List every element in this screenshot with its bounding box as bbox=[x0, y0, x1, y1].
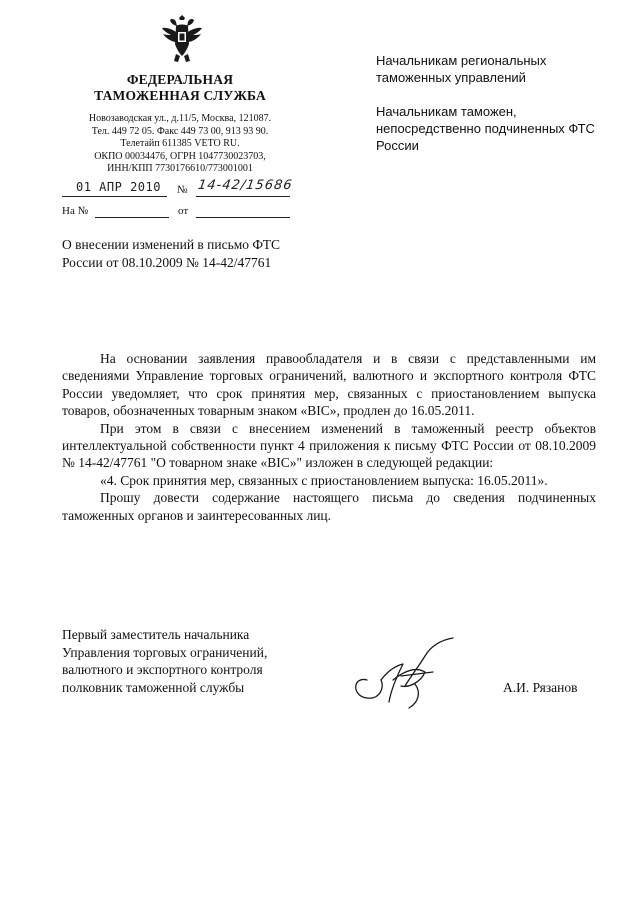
org-codes-okpo: ОКПО 00034476, ОГРН 1047730023703, bbox=[94, 150, 266, 162]
registration-number: 14-42/15686 bbox=[196, 178, 294, 193]
org-teletype: Телетайп 611385 VETO RU. bbox=[120, 138, 240, 150]
organization-details bbox=[60, 113, 300, 176]
reference-number-line bbox=[95, 217, 169, 218]
number-underline bbox=[196, 196, 290, 197]
signatory-title-line2: Управления торговых ограничений, bbox=[62, 644, 268, 660]
signatory-title-line4: полковник таможенной службы bbox=[62, 679, 245, 695]
signatory-title-line3: валютного и экспортного контроля bbox=[62, 662, 263, 677]
reference-row bbox=[62, 205, 302, 225]
registration-number-label: № bbox=[177, 184, 188, 196]
registration-row bbox=[62, 180, 302, 202]
signatory-title-line1: Первый заместитель начальника bbox=[62, 627, 250, 642]
recipient-regional-administrations: Начальникам региональных таможенных управлений bbox=[376, 53, 547, 85]
recipient-customs-heads: Начальникам таможен, непосредственно подчиненных ФТС России bbox=[376, 104, 595, 153]
letter-body bbox=[62, 350, 596, 524]
body-paragraph-2: При этом в связи с внесением изменений в таможенный реестр объектов интеллектуальной собственности пункт 4 приложения к письму ФТС России от 08.10.2009 № 14-42/47761 "О товарном знаке «BIC»" изложен в следующей редакции: bbox=[62, 420, 596, 471]
reference-date-label: от bbox=[178, 205, 189, 217]
org-name-line2: ТАМОЖЕННАЯ СЛУЖБА bbox=[94, 88, 266, 103]
org-address: Новозаводская ул., д.11/5, Москва, 121087. bbox=[88, 113, 272, 124]
signatory-name: А.И. Рязанов bbox=[503, 680, 578, 695]
body-paragraph-4: Прошу довести содержание настоящего письма до сведения подчиненных таможенных органов и заинтересованных лиц. bbox=[62, 490, 596, 523]
date-underline bbox=[62, 196, 167, 197]
org-name-line1: ФЕДЕРАЛЬНАЯ bbox=[126, 72, 234, 87]
org-phones: Тел. 449 72 05. Факс 449 73 00, 913 93 90. bbox=[91, 125, 269, 137]
signatory-title bbox=[62, 626, 322, 696]
reference-number-label: На № bbox=[62, 205, 89, 217]
letter-subject: О внесении изменений в письмо ФТС России от 08.10.2009 № 14-42/47761 bbox=[62, 237, 281, 270]
handwritten-signature bbox=[345, 636, 465, 716]
recipients-block bbox=[376, 52, 616, 171]
body-paragraph-3: «4. Срок принятия мер, связанных с приостановлением выпуска: 16.05.2011». bbox=[100, 472, 548, 488]
coat-of-arms-emblem bbox=[160, 14, 204, 66]
org-codes-inn: ИНН/КПП 7730176610/773001001 bbox=[107, 163, 253, 175]
reference-date-line bbox=[196, 217, 290, 218]
body-paragraph-1: На основании заявления правообладателя и в связи с представленными им сведениями Управление торговых ограничений, валютного и экспортного контроля ФТС России уведомляет, что срок принятия мер, связанных с приостановлением выпуска товаров, обозначенных товарным знаком «BIC», продлен до 16.05.2011. bbox=[62, 351, 596, 419]
registration-date: 01 АПР 2010 bbox=[76, 180, 161, 194]
organization-name bbox=[60, 72, 300, 104]
